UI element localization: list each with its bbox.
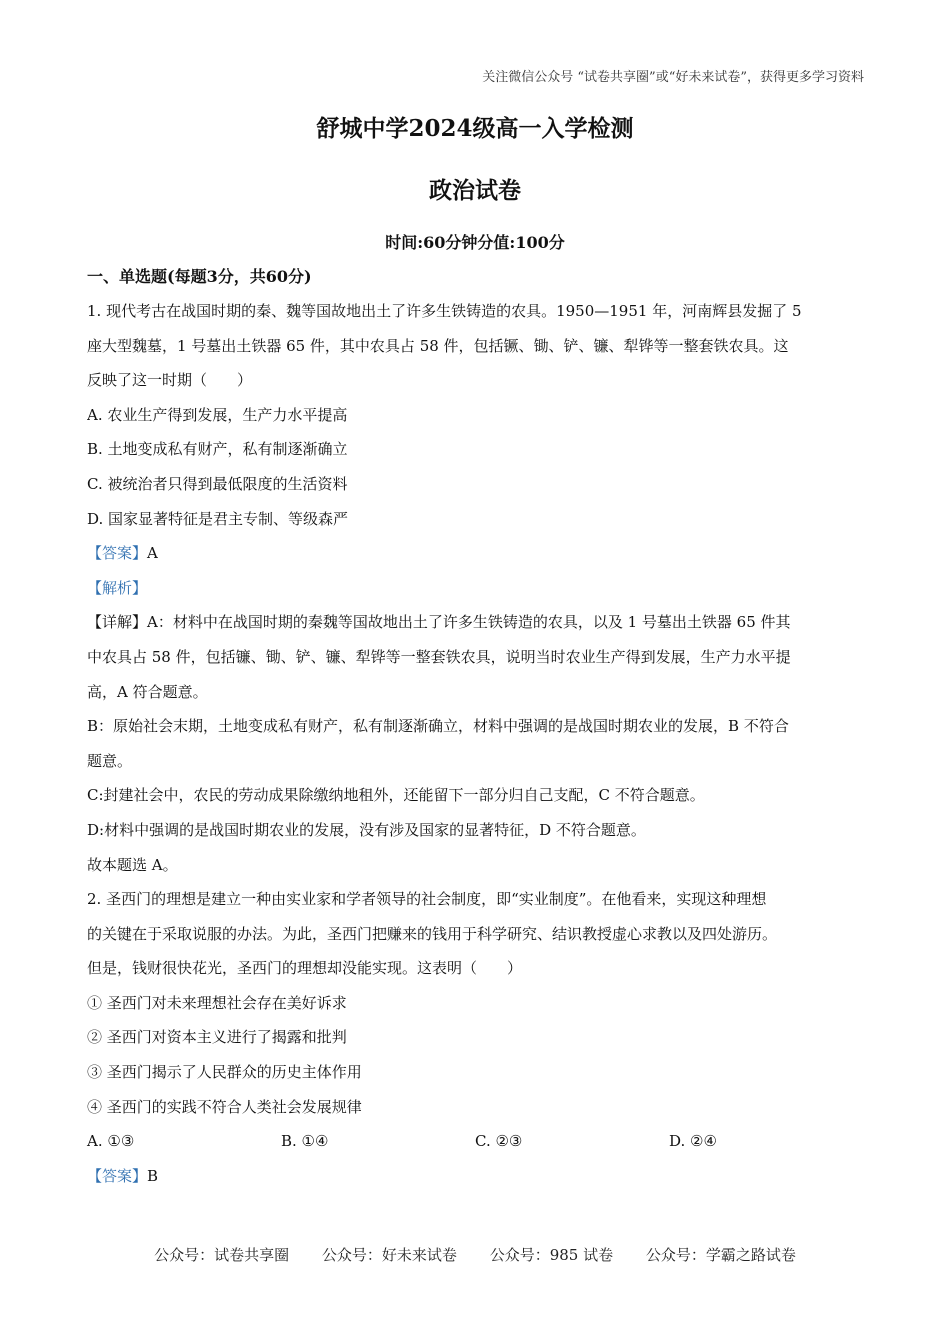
q2-answer — [87, 1159, 867, 1194]
q1-option-b: B. 土地变成私有财产，私有制逐渐确立 — [87, 440, 348, 459]
q1-analysis — [87, 571, 867, 606]
q2-option-c: C. ②③ — [475, 1132, 523, 1151]
exam-meta: 时间:60分钟分值:100分 — [385, 233, 565, 252]
exam-title: 舒城中学2024级高一入学检测 — [316, 115, 634, 142]
q1-detail-line: 【详解】A：材料中在战国时期的秦魏等国故地出土了许多生铁铸造的农具，以及 1 号墓出土铁器 65 件其 — [87, 613, 791, 632]
section-heading: 一、单选题(每题3分，共60分) — [87, 267, 312, 286]
footer-item: 公众号：试卷共享圈 — [154, 1246, 290, 1264]
footer-item: 公众号：985 试卷 — [489, 1246, 614, 1264]
exam-subtitle: 政治试卷 — [429, 177, 521, 204]
q1-option-a: A. 农业生产得到发展，生产力水平提高 — [87, 405, 348, 424]
q2-item-4: ④ 圣西门的实践不符合人类社会发展规律 — [87, 1097, 362, 1116]
q1-stem-line: 1. 现代考古在战国时期的秦、魏等国故地出土了许多生铁铸造的农具。1950—1951 年，河南辉县发掘了 5 — [87, 302, 802, 320]
header-note: 关注微信公众号 “试卷共享圈”或“好未来试卷”，获得更多学习资料 — [482, 70, 864, 85]
q1-stem-line: 座大型魏墓，1 号墓出土铁器 65 件，其中农具占 58 件，包括镢、锄、铲、镰、犁铧等一整套铁农具。这 — [87, 336, 789, 355]
q1-detail-line: C:封建社会中，农民的劳动成果除缴纳地租外，还能留下一部分归自己支配，C 不符合题意。 — [87, 786, 705, 805]
answer-value: A — [147, 544, 158, 563]
q2-item-2: ② 圣西门对资本主义进行了揭露和批判 — [87, 1028, 347, 1047]
q2-option-b: B. ①④ — [281, 1132, 329, 1151]
q2-stem-line: 2. 圣西门的理想是建立一种由实业家和学者领导的社会制度，即“实业制度”。在他看来，实现这种理想 — [87, 890, 767, 909]
q1-detail-line: B：原始社会末期，土地变成私有财产，私有制逐渐确立，材料中强调的是战国时期农业的发展，B 不符合 — [87, 717, 789, 736]
q1-detail-line: 中农具占 58 件，包括镰、锄、铲、镰、犁铧等一整套铁农具，说明当时农业生产得到发展，生产力水平提 — [87, 647, 791, 666]
footer-item: 公众号：学霸之路试卷 — [645, 1246, 796, 1264]
q2-stem-line: 但是，钱财很快花光，圣西门的理想却没能实现。这表明（ ） — [87, 959, 523, 978]
q1-answer — [87, 536, 867, 571]
q1-detail-line: 故本题选 A。 — [87, 855, 178, 874]
q2-option-d: D. ②④ — [669, 1132, 717, 1151]
q1-stem-line: 反映了这一时期（ ） — [87, 371, 253, 390]
answer-label: 【答案】 — [87, 544, 148, 563]
q1-detail-line: 题意。 — [87, 751, 133, 770]
q2-item-1: ① 圣西门对未来理想社会存在美好诉求 — [87, 993, 347, 1012]
q2-item-3: ③ 圣西门揭示了人民群众的历史主体作用 — [87, 1063, 362, 1082]
footer-item: 公众号：好未来试卷 — [321, 1246, 457, 1264]
q1-detail-line: D:材料中强调的是战国时期农业的发展，没有涉及国家的显著特征，D 不符合题意。 — [87, 820, 646, 839]
q2-option-a: A. ①③ — [87, 1132, 135, 1151]
q2-options — [87, 1124, 867, 1159]
q1-detail-line: 高，A 符合题意。 — [87, 682, 208, 701]
answer-value: B — [147, 1166, 159, 1185]
answer-label: 【答案】 — [87, 1166, 148, 1185]
footer — [0, 1244, 950, 1265]
q2-stem-line: 的关键在于采取说服的办法。为此，圣西门把赚来的钱用于科学研究、结识教授虚心求教以及四处游历。 — [87, 924, 778, 943]
q1-option-d: D. 国家显著特征是君主专制、等级森严 — [87, 509, 349, 528]
q1-option-c: C. 被统治者只得到最低限度的生活资料 — [87, 474, 348, 493]
question-content — [87, 294, 867, 1193]
analysis-label: 【解析】 — [87, 578, 148, 597]
